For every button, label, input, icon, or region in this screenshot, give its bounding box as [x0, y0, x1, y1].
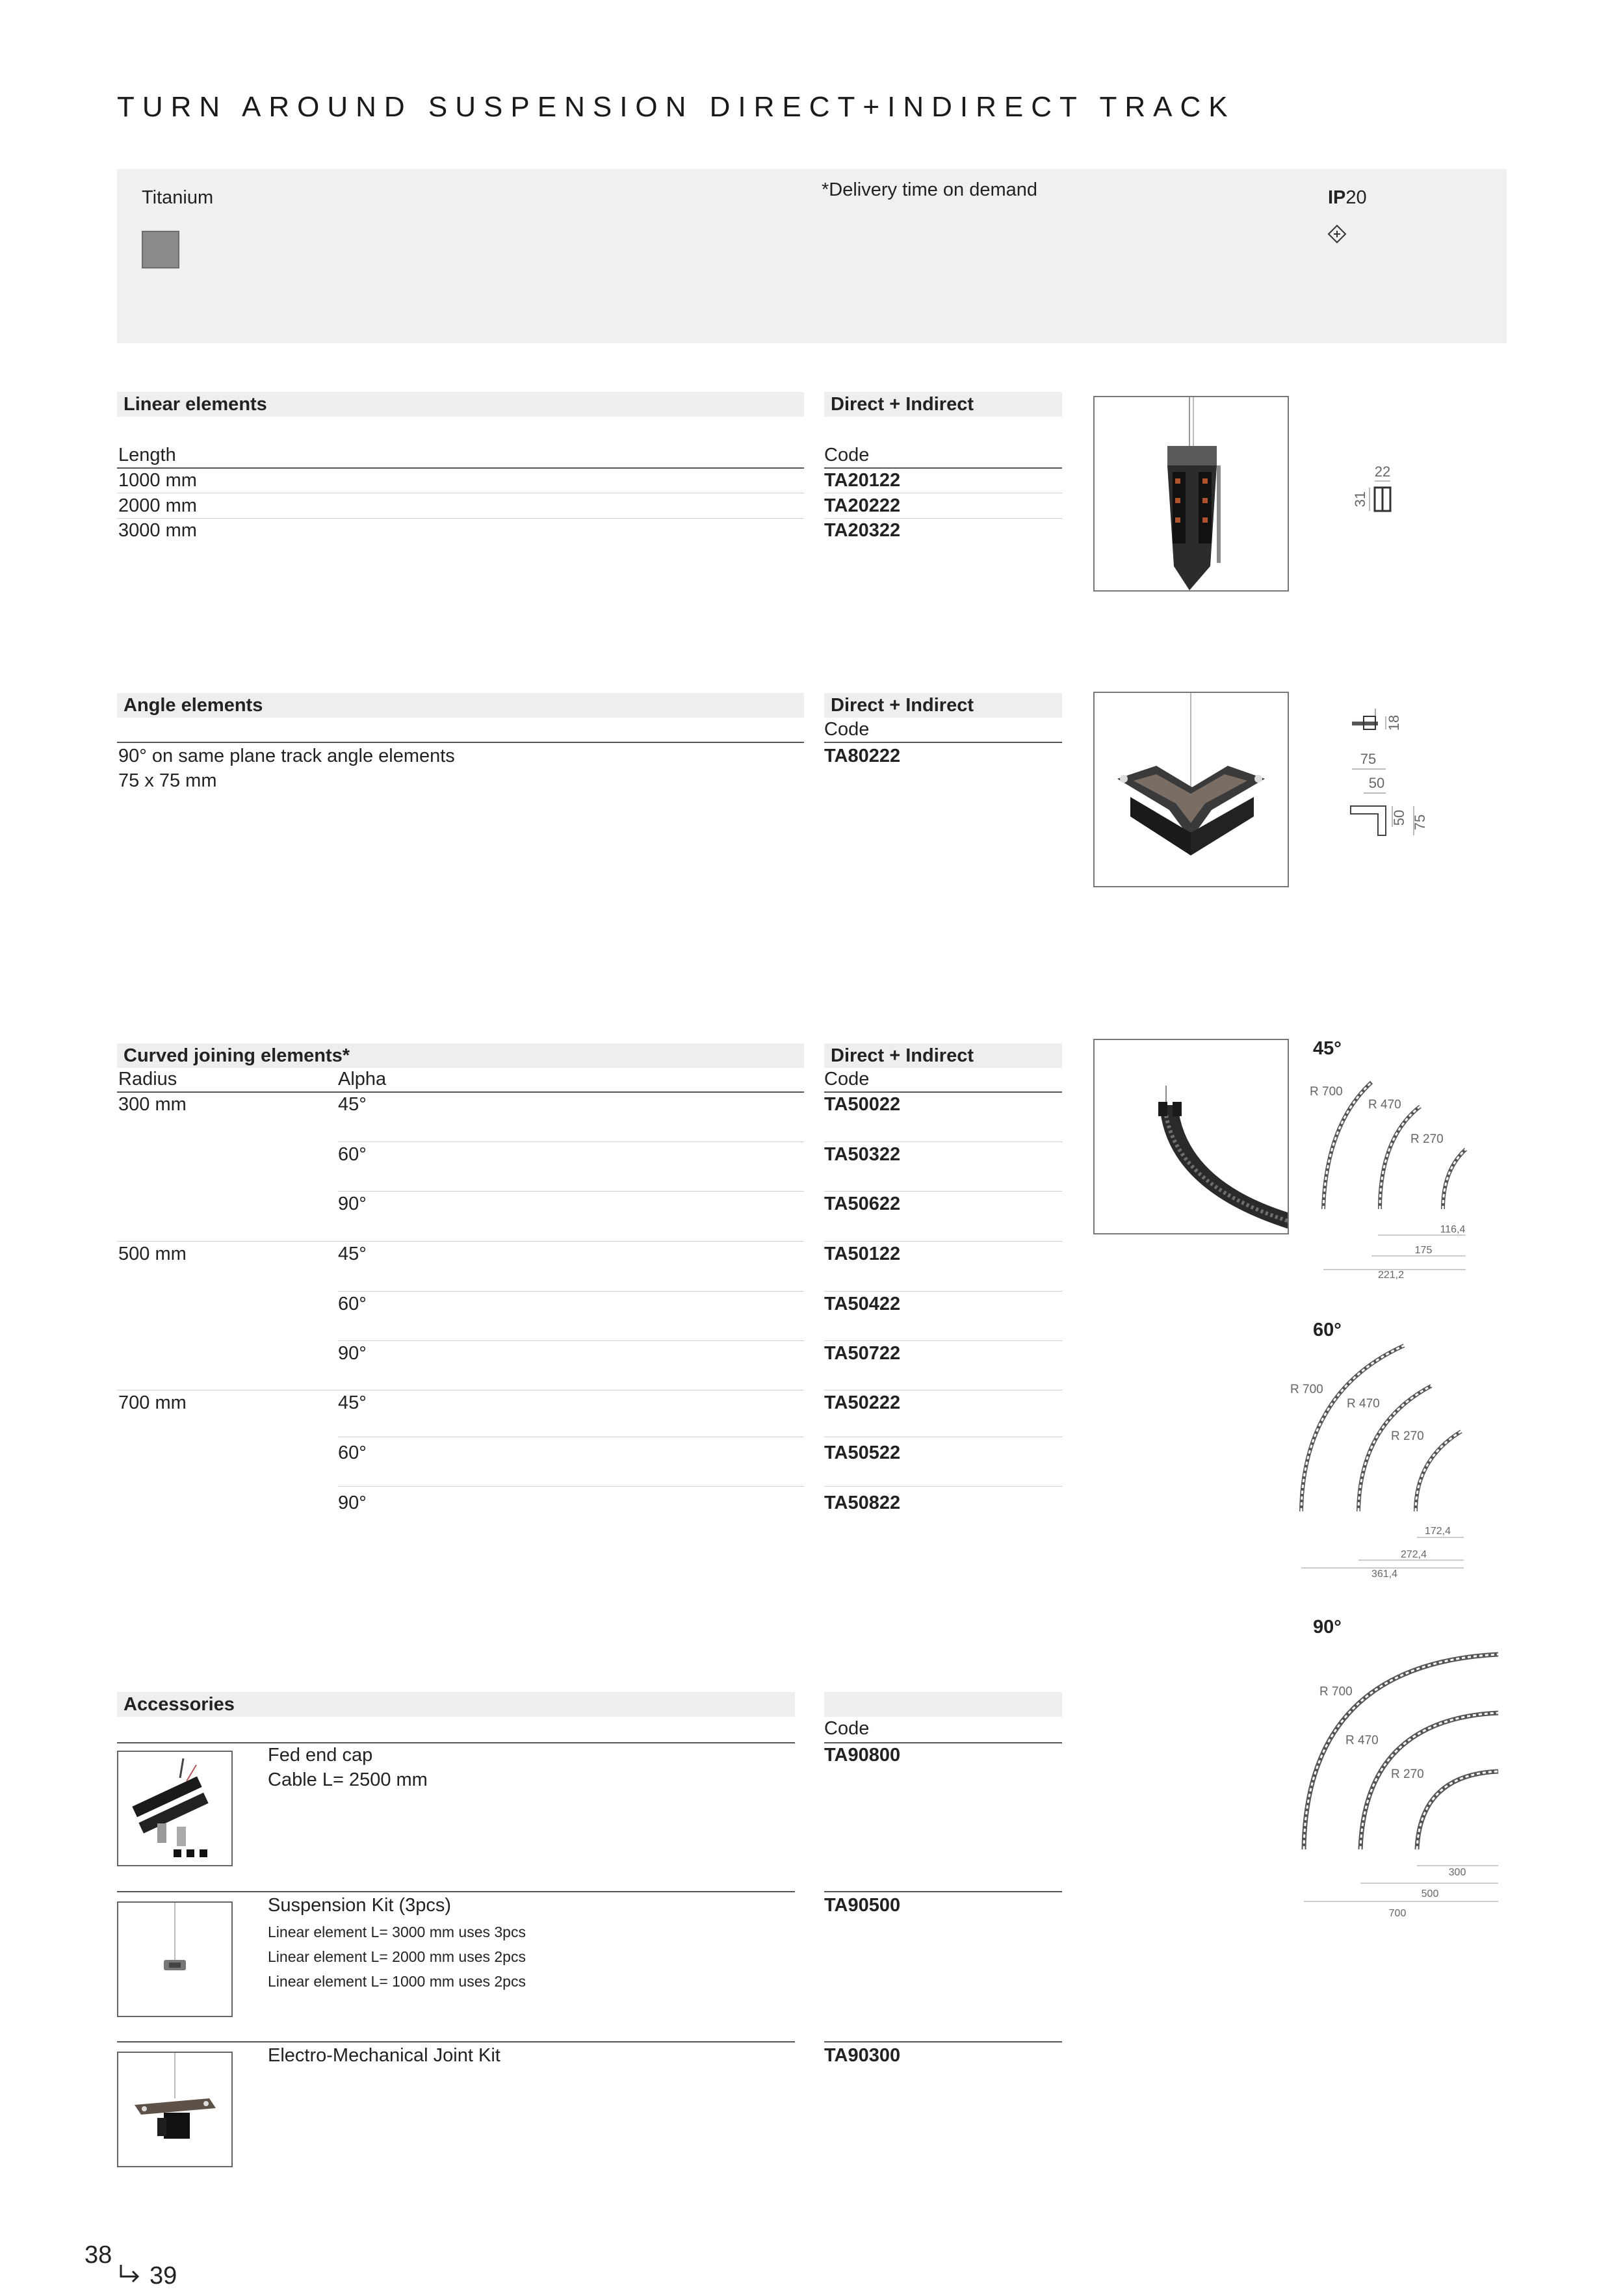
- curved-alpha: 90°: [338, 1493, 367, 1513]
- angle-dim-inner: 50: [1368, 775, 1385, 791]
- curved-code: TA50422: [824, 1294, 901, 1314]
- angle-heading-bar: [117, 693, 804, 718]
- fed-end-cap-image: [117, 1751, 233, 1866]
- angle-dim-side-outer: 75: [1412, 814, 1428, 831]
- angle-dim-outer: 75: [1360, 751, 1377, 767]
- accessories-heading-bar: [117, 1692, 795, 1717]
- suspension-kit-name: Suspension Kit (3pcs): [268, 1895, 452, 1916]
- dim-label: 361,4: [1371, 1569, 1398, 1580]
- radius-label: R 270: [1391, 1768, 1424, 1781]
- curved-alpha: 45°: [338, 1244, 367, 1264]
- linear-code-header-rule: [824, 467, 1062, 469]
- linear-length-2: 2000 mm: [118, 495, 197, 516]
- finish-label: Titanium: [142, 187, 214, 208]
- suspension-kit-note: Linear element L= 3000 mm uses 3pcs: [268, 1924, 526, 1940]
- angle-code: TA80222: [824, 746, 901, 766]
- curved-code: TA50222: [824, 1392, 901, 1413]
- row-divider: [824, 518, 1062, 519]
- radius-label: R 700: [1310, 1085, 1343, 1099]
- curved-col-radius: Radius: [118, 1069, 177, 1089]
- fed-end-cap-name: Fed end cap: [268, 1745, 373, 1766]
- dim-label: 172,4: [1424, 1526, 1451, 1537]
- radius-label: R 470: [1347, 1397, 1380, 1411]
- delivery-note: *Delivery time on demand: [822, 179, 1038, 200]
- suspension-kit-note: Linear element L= 1000 mm uses 2pcs: [268, 1973, 526, 1990]
- radius-label: R 700: [1319, 1685, 1353, 1699]
- linear-code-heading-bar: [824, 392, 1062, 417]
- dim-label: 175: [1414, 1245, 1433, 1256]
- curved-header-rule: [117, 1091, 804, 1093]
- curved-code: TA50122: [824, 1244, 901, 1264]
- dim-label: 300: [1448, 1867, 1466, 1878]
- curved-alpha: 45°: [338, 1094, 367, 1115]
- curved-code: TA50522: [824, 1442, 901, 1463]
- curve-diagram-60: [1287, 1339, 1482, 1586]
- row-divider: [824, 1141, 1062, 1142]
- dim-label: 221,2: [1377, 1270, 1405, 1281]
- ip-prefix: IP: [1328, 187, 1346, 208]
- driver-symbol-icon: [1327, 224, 1347, 244]
- row-divider: [824, 1486, 1062, 1487]
- row-divider: [824, 1291, 1062, 1292]
- finish-info-panel: [117, 169, 1507, 343]
- curved-radius-700: 700 mm: [118, 1392, 187, 1413]
- page-title: TURN AROUND SUSPENSION DIRECT+INDIRECT TRACK: [117, 91, 1236, 123]
- radius-label: R 470: [1368, 1098, 1401, 1112]
- accessory-divider: [117, 1891, 795, 1892]
- row-divider: [824, 1191, 1062, 1192]
- linear-code-1: TA20122: [824, 470, 901, 491]
- angle-code-header-rule: [824, 742, 1062, 743]
- curved-alpha: 60°: [338, 1294, 367, 1314]
- curved-col-alpha: Alpha: [338, 1069, 387, 1089]
- curved-alpha: 90°: [338, 1343, 367, 1364]
- row-divider: [824, 1241, 1062, 1242]
- curved-code-heading-bar: [824, 1043, 1062, 1068]
- radius-label: R 470: [1345, 1734, 1379, 1747]
- fed-end-cap-code: TA90800: [824, 1745, 901, 1766]
- angle-dim-top-height: 18: [1386, 714, 1402, 731]
- angle-col-code: Code: [824, 719, 870, 740]
- accessories-code-header-rule: [824, 1742, 1062, 1743]
- row-divider: [338, 1340, 804, 1341]
- curved-alpha: 60°: [338, 1144, 367, 1165]
- accessories-heading: Accessories: [123, 1694, 235, 1715]
- angle-desc-line2: 75 x 75 mm: [118, 770, 217, 791]
- dim-label: 116,4: [1440, 1224, 1466, 1235]
- page-number: 38: [84, 2241, 112, 2269]
- angle-dim-side-inner: 50: [1391, 809, 1407, 826]
- accessories-header-rule: [117, 1742, 795, 1743]
- linear-code-3: TA20322: [824, 520, 901, 541]
- curve-diagram-45: [1300, 1066, 1482, 1281]
- curved-code: TA50722: [824, 1343, 901, 1364]
- diagram-60-label: 60°: [1313, 1320, 1342, 1340]
- radius-label: R 270: [1410, 1132, 1444, 1146]
- angle-desc-line1: 90° on same plane track angle elements: [118, 746, 455, 766]
- dim-label: 500: [1421, 1888, 1439, 1899]
- group-divider: [117, 1241, 804, 1242]
- row-divider: [338, 1486, 804, 1487]
- linear-heading-bar: [117, 392, 804, 417]
- turn-arrow-icon[interactable]: [118, 2262, 142, 2286]
- linear-header-rule: [117, 467, 804, 469]
- row-divider: [824, 1340, 1062, 1341]
- curved-product-image: [1093, 1039, 1289, 1234]
- curved-code: TA50822: [824, 1493, 901, 1513]
- joint-kit-name: Electro-Mechanical Joint Kit: [268, 2045, 500, 2066]
- curved-code-heading: Direct + Indirect: [831, 1045, 974, 1066]
- curve-diagram-90: [1293, 1645, 1501, 1931]
- dim-label: 700: [1388, 1908, 1407, 1919]
- accessory-divider: [824, 2041, 1062, 2042]
- angle-dimension-drawing: [1345, 702, 1449, 839]
- ip-rating: [1328, 187, 1367, 209]
- curved-radius-300: 300 mm: [118, 1094, 187, 1115]
- ip-value: 20: [1345, 187, 1367, 208]
- suspension-kit-code: TA90500: [824, 1895, 901, 1916]
- color-swatch: [142, 231, 179, 268]
- linear-col-length: Length: [118, 445, 176, 465]
- accessory-divider: [824, 1891, 1062, 1892]
- suspension-kit-note: Linear element L= 2000 mm uses 2pcs: [268, 1948, 526, 1965]
- linear-product-image: [1093, 396, 1289, 592]
- row-divider: [117, 518, 804, 519]
- curved-alpha: 60°: [338, 1442, 367, 1463]
- row-divider: [338, 1191, 804, 1192]
- accessory-divider: [117, 2041, 795, 2042]
- diagram-45-label: 45°: [1313, 1038, 1342, 1059]
- curved-radius-500: 500 mm: [118, 1244, 187, 1264]
- row-divider: [338, 1141, 804, 1142]
- next-page-link[interactable]: 39: [149, 2262, 177, 2289]
- angle-heading: Angle elements: [123, 695, 263, 716]
- joint-kit-code: TA90300: [824, 2045, 901, 2066]
- curved-code: TA50622: [824, 1194, 901, 1214]
- linear-code-heading: Direct + Indirect: [831, 394, 974, 415]
- row-divider: [338, 1291, 804, 1292]
- linear-profile-drawing: [1349, 460, 1401, 519]
- linear-length-1: 1000 mm: [118, 470, 197, 491]
- radius-label: R 700: [1290, 1383, 1323, 1396]
- curved-col-code: Code: [824, 1069, 870, 1089]
- dim-label: 272,4: [1400, 1549, 1427, 1560]
- curved-alpha: 90°: [338, 1194, 367, 1214]
- linear-dim-height: 31: [1352, 491, 1368, 508]
- angle-product-image: [1093, 692, 1289, 887]
- fed-end-cap-cable: Cable L= 2500 mm: [268, 1769, 428, 1790]
- linear-dim-width: 22: [1374, 463, 1391, 480]
- curved-code: TA50022: [824, 1094, 901, 1115]
- diagram-90-label: 90°: [1313, 1617, 1342, 1637]
- curved-code: TA50322: [824, 1144, 901, 1165]
- linear-length-3: 3000 mm: [118, 520, 197, 541]
- accessories-code-bar: [824, 1692, 1062, 1717]
- curved-code-header-rule: [824, 1091, 1062, 1093]
- curved-heading: Curved joining elements*: [123, 1045, 350, 1066]
- curved-alpha: 45°: [338, 1392, 367, 1413]
- linear-code-2: TA20222: [824, 495, 901, 516]
- angle-code-heading: Direct + Indirect: [831, 695, 974, 716]
- curved-heading-bar: [117, 1043, 804, 1068]
- linear-col-code: Code: [824, 445, 870, 465]
- suspension-kit-image: [117, 1901, 233, 2017]
- angle-header-rule: [117, 742, 804, 743]
- angle-code-heading-bar: [824, 693, 1062, 718]
- linear-heading: Linear elements: [123, 394, 267, 415]
- joint-kit-image: [117, 2052, 233, 2167]
- accessories-col-code: Code: [824, 1718, 870, 1739]
- radius-label: R 270: [1391, 1429, 1424, 1443]
